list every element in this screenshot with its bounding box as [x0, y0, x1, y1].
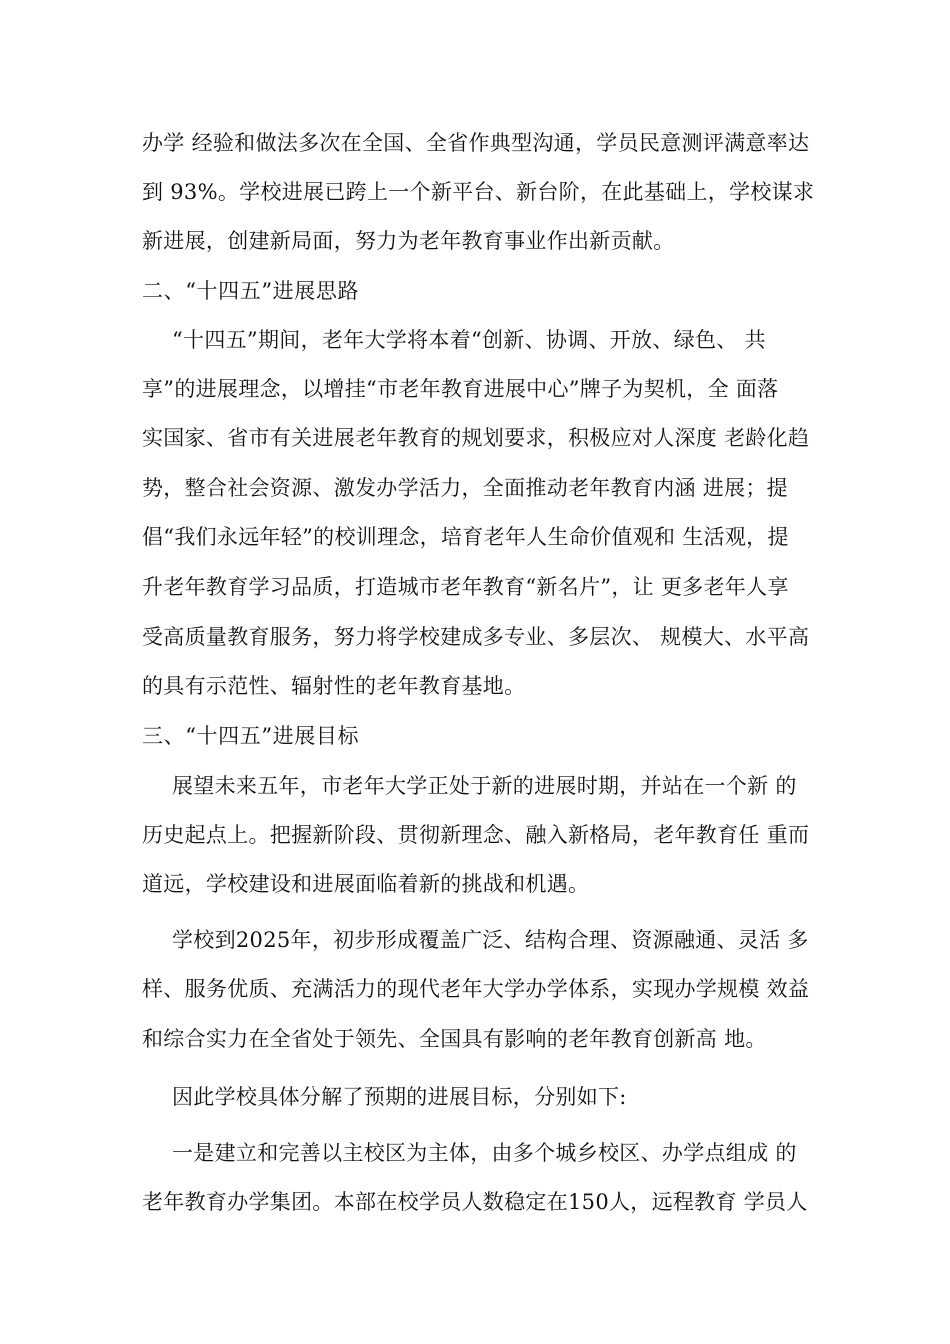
paragraph-2-line-3: 实国家、省市有关进展老年教育的规划要求，积极应对人深度 老龄化趋 [142, 426, 810, 450]
paragraph-1-line-3: 新进展，创建新局面，努力为老年教育事业作出新贡献。 [142, 229, 675, 253]
paragraph-2-line-4: 势，整合社会资源、激发办学活力，全面推动老年教育内涵 进展；提 [142, 476, 788, 500]
paragraph-2-line-1: “十四五”期间，老年大学将本着“创新、协调、开放、绿色、 共 [172, 328, 766, 352]
paragraph-6-line-1: 一是建立和完善以主校区为主体，由多个城乡校区、办学点组成 的 [172, 1141, 797, 1165]
paragraph-4-line-1: 学校到2025年，初步形成覆盖广泛、结构合理、资源融通、灵活 多 [172, 928, 809, 952]
paragraph-2-line-8: 的具有示范性、辐射性的老年教育基地。 [142, 674, 526, 698]
paragraph-2-line-2: 享”的进展理念，以增挂“市老年教育进展中心”牌子为契机，全 面落 [142, 377, 779, 401]
paragraph-5-line-1: 因此学校具体分解了预期的进展目标，分别如下: [172, 1085, 627, 1109]
paragraph-1-line-1: 办学 经验和做法多次在全国、全省作典型沟通，学员民意测评满意率达 [142, 131, 810, 155]
paragraph-2-line-5: 倡“我们永远年轻”的校训理念，培育老年人生命价值观和 生活观，提 [142, 525, 789, 549]
section-heading-3: 三、“十四五”进展目标 [142, 724, 360, 748]
paragraph-3-line-2: 历史起点上。把握新阶段、贯彻新理念、融入新格局，老年教育任 重而 [142, 823, 810, 847]
paragraph-1-line-2: 到 93%。学校进展已跨上一个新平台、新台阶，在此基础上，学校谋求 [142, 180, 815, 204]
paragraph-4-line-2: 样、服务优质、充满活力的现代老年大学办学体系，实现办学规模 效益 [142, 977, 810, 1001]
section-heading-2: 二、“十四五”进展思路 [142, 279, 360, 303]
paragraph-4-line-3: 和综合实力在全省处于领先、全国具有影响的老年教育创新高 地。 [142, 1027, 767, 1051]
paragraph-6-line-2: 老年教育办学集团。本部在校学员人数稳定在150人，远程教育 学员人 [142, 1190, 808, 1214]
paragraph-2-line-7: 受高质量教育服务，努力将学校建成多专业、多层次、 规模大、水平高 [142, 625, 810, 649]
paragraph-3-line-3: 道远，学校建设和进展面临着新的挑战和机遇。 [142, 872, 590, 896]
paragraph-3-line-1: 展望未来五年，市老年大学正处于新的进展时期，并站在一个新 的 [172, 774, 797, 798]
paragraph-2-line-6: 升老年教育学习品质，打造城市老年教育“新名片”，让 更多老年人享 [142, 575, 789, 599]
